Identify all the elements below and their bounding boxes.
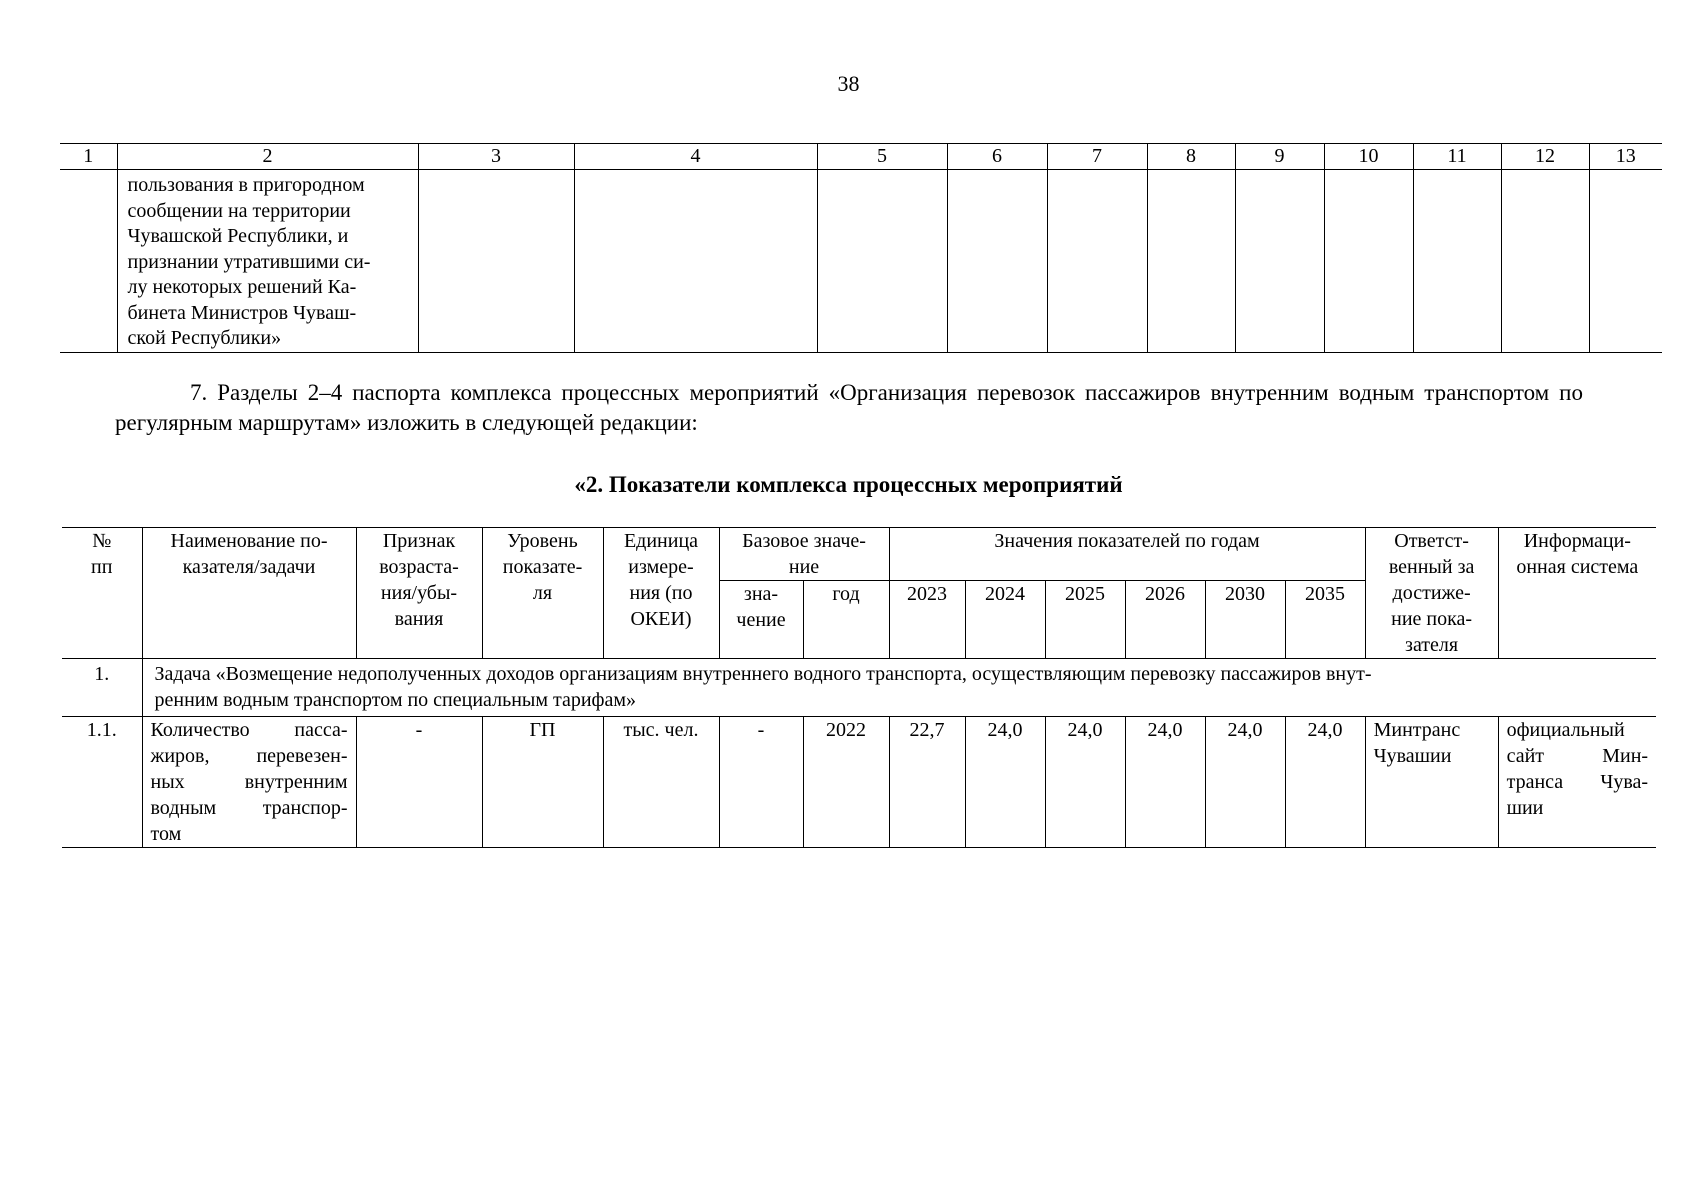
header-year: 2023 bbox=[889, 581, 965, 659]
header-year: 2035 bbox=[1285, 581, 1365, 659]
responsible-line: Минтранс bbox=[1373, 719, 1461, 741]
header-line: ние пока- bbox=[1391, 608, 1473, 630]
header-line: онная система bbox=[1516, 556, 1639, 578]
header-year: 2026 bbox=[1125, 581, 1205, 659]
header-unit bbox=[603, 528, 719, 659]
empty-cell bbox=[1235, 170, 1324, 353]
text-line: бинета Министров Чуваш- bbox=[127, 301, 357, 324]
indicator-responsible bbox=[1365, 717, 1498, 848]
header-line: Наименование по- bbox=[170, 530, 328, 552]
header-sign bbox=[356, 528, 482, 659]
continuation-text-cell bbox=[117, 170, 418, 353]
header-line: Уровень bbox=[507, 530, 578, 552]
header-base-year: год bbox=[803, 581, 889, 659]
header-values-by-year: Значения показателей по годам bbox=[889, 528, 1365, 581]
indicator-sign: - bbox=[356, 717, 482, 848]
column-number: 2 bbox=[117, 144, 418, 170]
header-line: ния/убы- bbox=[380, 582, 458, 604]
header-line: казателя/задачи bbox=[182, 556, 316, 578]
column-number: 13 bbox=[1589, 144, 1662, 170]
empty-cell bbox=[1324, 170, 1413, 353]
text-line: признании утратившими си- bbox=[127, 250, 371, 273]
header-line: измере- bbox=[628, 556, 694, 578]
header-line: Признак bbox=[382, 530, 456, 552]
empty-cell bbox=[1147, 170, 1235, 353]
header-line: зателя bbox=[1405, 634, 1459, 656]
header-line: ля bbox=[532, 582, 553, 604]
indicator-value-2035: 24,0 bbox=[1285, 717, 1365, 848]
indicator-level: ГП bbox=[482, 717, 603, 848]
empty-cell bbox=[1589, 170, 1662, 353]
column-number: 12 bbox=[1501, 144, 1589, 170]
indicator-value-2030: 24,0 bbox=[1205, 717, 1285, 848]
empty-cell bbox=[1047, 170, 1147, 353]
column-number: 10 bbox=[1324, 144, 1413, 170]
page-number: 38 bbox=[837, 71, 860, 96]
row-num: 1.1. bbox=[62, 717, 142, 848]
header-name bbox=[142, 528, 356, 659]
empty-cell bbox=[947, 170, 1047, 353]
indicator-value-2025: 24,0 bbox=[1045, 717, 1125, 848]
name-line: ных внутренним bbox=[150, 771, 348, 793]
header-line: Базовое значе- bbox=[742, 530, 866, 552]
column-number: 6 bbox=[947, 144, 1047, 170]
header-num bbox=[62, 528, 142, 659]
header-info-system bbox=[1498, 528, 1656, 659]
text-line: Чувашской Республики, и bbox=[127, 225, 349, 247]
column-number: 8 bbox=[1147, 144, 1235, 170]
indicator-info-system bbox=[1498, 717, 1656, 848]
indicator-name bbox=[142, 717, 356, 848]
header-year: 2025 bbox=[1045, 581, 1125, 659]
continuation-table bbox=[60, 143, 1662, 353]
indicator-value-2026: 24,0 bbox=[1125, 717, 1205, 848]
amendment-paragraph: 7. Разделы 2–4 паспорта комплекса процессных мероприятий «Организация перевозок пассажиров внутренним водным транспортом по регулярным маршрутам» изложить в следующей редакции: bbox=[115, 380, 1583, 435]
column-number: 11 bbox=[1413, 144, 1501, 170]
header-line: Ответст- bbox=[1394, 530, 1469, 552]
indicator-value-2024: 24,0 bbox=[965, 717, 1045, 848]
indicator-unit: тыс. чел. bbox=[603, 717, 719, 848]
name-line: Количество пасса- bbox=[150, 719, 348, 741]
header-line: пп bbox=[91, 556, 113, 578]
header-line: показате- bbox=[502, 556, 583, 578]
header-line: ОКЕИ) bbox=[630, 608, 692, 630]
column-number-row bbox=[60, 144, 1662, 170]
text-line: пользования в пригородном bbox=[127, 174, 365, 196]
header-line: вания bbox=[394, 608, 444, 630]
header-base-value bbox=[719, 581, 803, 659]
task-line: ренним водным транспортом по специальным тарифам» bbox=[154, 689, 637, 711]
responsible-line: Чувашии bbox=[1373, 745, 1452, 767]
continuation-row bbox=[60, 170, 1662, 353]
indicators-table bbox=[62, 527, 1656, 848]
name-line: том bbox=[150, 823, 182, 845]
section-title: «2. Показатели комплекса процессных мероприятий bbox=[574, 472, 1123, 497]
column-number: 4 bbox=[574, 144, 817, 170]
header-line: зна- bbox=[743, 583, 779, 605]
indicator-value-2023: 22,7 bbox=[889, 717, 965, 848]
empty-cell bbox=[60, 170, 117, 353]
empty-cell bbox=[1413, 170, 1501, 353]
column-number: 7 bbox=[1047, 144, 1147, 170]
indicator-row bbox=[62, 717, 1656, 848]
header-level bbox=[482, 528, 603, 659]
header-line: достиже- bbox=[1392, 582, 1471, 604]
header-line: ния (по bbox=[629, 582, 693, 604]
empty-cell bbox=[1501, 170, 1589, 353]
header-line: Информаци- bbox=[1523, 530, 1631, 552]
text-line: ской Республики» bbox=[127, 327, 282, 349]
header-line: возраста- bbox=[379, 556, 459, 578]
empty-cell bbox=[574, 170, 817, 353]
header-responsible bbox=[1365, 528, 1498, 659]
header-row-1 bbox=[62, 528, 1656, 581]
text-line: сообщении на территории bbox=[127, 199, 351, 222]
header-year: 2024 bbox=[965, 581, 1045, 659]
column-number: 9 bbox=[1235, 144, 1324, 170]
header-base bbox=[719, 528, 889, 581]
task-text bbox=[142, 659, 1656, 717]
header-line: ние bbox=[788, 556, 820, 578]
info-line: официальный bbox=[1506, 719, 1625, 741]
indicator-base-value: - bbox=[719, 717, 803, 848]
text-line: лу некоторых решений Ка- bbox=[127, 276, 357, 298]
indicator-base-year: 2022 bbox=[803, 717, 889, 848]
header-year: 2030 bbox=[1205, 581, 1285, 659]
task-num: 1. bbox=[94, 663, 110, 685]
header-line: венный за bbox=[1388, 556, 1475, 578]
info-line: сайт Мин- bbox=[1506, 745, 1649, 767]
column-number: 5 bbox=[817, 144, 947, 170]
task-row bbox=[62, 659, 1656, 717]
column-number: 3 bbox=[418, 144, 574, 170]
info-line: транса Чува- bbox=[1506, 771, 1649, 793]
empty-cell bbox=[817, 170, 947, 353]
header-line: чение bbox=[736, 609, 786, 631]
name-line: водным транспор- bbox=[150, 797, 348, 819]
header-line: Единица bbox=[623, 530, 699, 552]
task-line: Задача «Возмещение недополученных доходов организациям внутреннего водного транспорта, осуществляющим перевозку пассажиров внут- bbox=[154, 663, 1372, 685]
column-number: 1 bbox=[60, 144, 117, 170]
header-line: № bbox=[92, 530, 112, 552]
info-line: шии bbox=[1506, 797, 1544, 819]
name-line: жиров, перевезен- bbox=[150, 745, 348, 767]
empty-cell bbox=[418, 170, 574, 353]
